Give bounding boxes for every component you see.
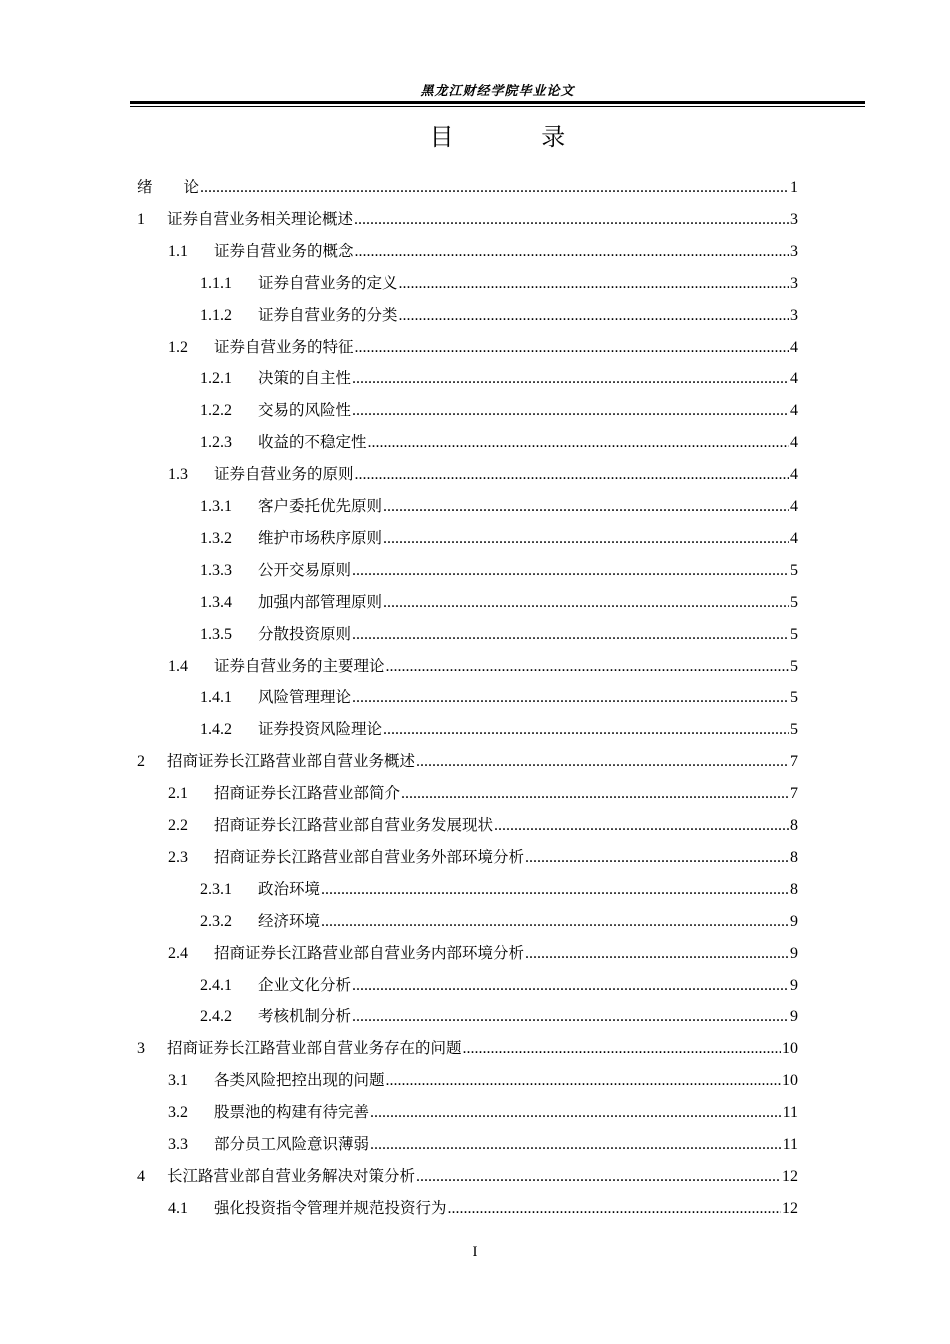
toc-entry-title: 招商证券长江路营业部自营业务概述 [167,752,416,771]
toc-entry-title: 决策的自主性 [258,369,352,388]
toc-entry-page: 5 [790,689,798,707]
toc-entry[interactable] [168,845,798,869]
toc-entry-title: 证券自营业务的主要理论 [214,656,385,675]
toc-entry-title: 收益的不稳定性 [258,433,367,452]
toc-entry-number: 1.2.2 [200,402,232,420]
toc-entry[interactable] [168,335,798,359]
toc-leader-dots [416,1165,781,1189]
toc-leader-dots [352,367,789,391]
toc-leader-dots [525,846,789,870]
toc-entry-page: 4 [790,338,798,356]
toc-entry-title: 招商证券长江路营业部自营业务发展现状 [214,816,494,834]
toc-entry-title: 分散投资原则 [258,624,352,643]
toc-entry-page: 5 [790,721,798,739]
toc-entry[interactable] [200,685,798,709]
toc-entry-page: 11 [782,1104,798,1122]
toc-entry-page: 4 [790,466,798,484]
toc-leader-dots [383,718,789,742]
toc-entry-title: 政治环境 [258,879,321,898]
toc-leader-dots [352,686,789,710]
toc-entry-number: 3.1 [168,1072,188,1090]
toc-leader-dots [383,591,789,615]
toc-entry-page: 9 [790,1008,798,1026]
toc-leader-dots [386,1069,781,1093]
toc-entry-number: 2.1 [168,785,188,803]
toc-entry-title: 各类风险把控出现的问题 [214,1071,385,1090]
toc-leader-dots [355,336,789,360]
toc-entry[interactable] [200,558,798,582]
toc-entry[interactable] [200,303,798,327]
toc-entry[interactable] [200,398,798,422]
toc-entry[interactable] [137,749,798,773]
toc-entry-title: 考核机制分析 [258,1007,352,1026]
toc-entry[interactable] [168,781,798,805]
toc-entry-title: 风险管理理论 [258,688,352,707]
toc-entry-number: 2 [137,753,145,771]
toc-entry[interactable] [200,526,798,550]
toc-leader-dots [352,399,789,423]
toc-entry-number: 1.4 [168,657,188,675]
toc-leader-dots [352,974,789,998]
toc-entry-title: 证券自营业务的概念 [214,241,354,260]
toc-entry-number: 3.2 [168,1104,188,1122]
toc-leader-dots [370,1101,782,1125]
toc-entry-number: 3.3 [168,1136,188,1153]
toc-entry-page: 3 [790,242,798,260]
toc-entry[interactable] [168,941,798,965]
toc-entry[interactable] [200,590,798,614]
toc-leader-dots [416,750,789,774]
toc-entry-number: 2.3.2 [200,912,232,930]
toc-entry-number: 4.1 [168,1199,188,1217]
toc-entry-number: 1.4.2 [200,721,232,739]
toc-entry-number: 2.3 [168,848,188,866]
toc-leader-dots [352,559,789,583]
toc-entry-page: 10 [782,1040,798,1058]
toc-leader-dots [368,431,789,455]
toc-entry-page: 7 [790,753,798,771]
toc-entry-page: 4 [790,402,798,420]
toc-entry[interactable] [168,239,798,263]
toc-entry-number: 1.3 [168,466,188,484]
toc-entry-title: 维护市场秩序原则 [258,528,383,547]
toc-entry-number: 1.2 [168,338,188,356]
toc-entry-title: 强化投资指令管理并规范投资行为 [214,1198,447,1217]
toc-entry-page: 9 [790,912,798,930]
toc-entry-page: 3 [790,306,798,324]
toc-leader-dots [383,527,789,551]
toc-entry-page: 3 [790,210,798,228]
toc-entry-number: 2.4.1 [200,976,232,994]
toc-entry-page: 12 [782,1167,798,1185]
toc-entry-title: 证券自营业务的分类 [258,305,398,324]
toc-entry-page: 3 [790,274,798,292]
toc-entry-title: 部分员工风险意识薄弱 [214,1135,370,1153]
toc-leader-dots [321,910,789,934]
toc-leader-dots [200,176,789,200]
toc-entry-title: 证券投资风险理论 [258,720,383,739]
toc-entry-page: 4 [790,434,798,452]
toc-entry[interactable] [200,909,798,933]
toc-entry-page: 5 [790,657,798,675]
toc-entry[interactable] [200,271,798,295]
toc-entry[interactable] [137,175,798,199]
toc-entry-title: 证券自营业务的定义 [258,273,398,292]
toc-entry-page: 4 [790,498,798,515]
toc-entry[interactable] [168,813,798,837]
toc-entry-page: 10 [782,1072,798,1090]
toc-entry-title: 招商证券长江路营业部自营业务外部环境分析 [214,847,525,866]
toc-entry-number: 2.3.1 [200,880,232,898]
toc-leader-dots [494,814,789,838]
toc-entry-page: 1 [790,179,798,196]
toc-entry-title: 绪 论 [137,178,200,196]
toc-entry-page: 8 [790,817,798,834]
toc-entry-title: 交易的风险性 [258,401,352,420]
toc-entry-title: 招商证券长江路营业部简介 [214,784,401,803]
toc-entry[interactable] [168,654,798,678]
toc-entry-number: 1.2.1 [200,370,232,388]
page-header: 黑龙江财经学院毕业论文 [420,84,575,99]
toc-entry-title: 加强内部管理原则 [258,592,383,611]
toc-entry[interactable] [200,973,798,997]
toc-leader-dots [383,495,789,519]
toc-entry[interactable] [168,1196,798,1220]
toc-entry[interactable] [137,1164,798,1188]
toc-entry-title: 经济环境 [258,911,321,930]
toc-entry[interactable] [200,622,798,646]
toc-entry-number: 1.3.1 [200,498,232,515]
toc-entry-number: 2.2 [168,817,188,834]
toc-entry-page: 8 [790,880,798,898]
toc-entry-number: 1.1 [168,242,188,260]
toc-entry-page: 7 [790,785,798,803]
toc-leader-dots [448,1197,781,1221]
toc-entry-page: 4 [790,529,798,547]
toc-leader-dots [370,1133,782,1157]
toc-entry[interactable] [168,1132,798,1156]
toc-entry-number: 1.3.3 [200,561,232,579]
toc-entry-page: 8 [790,848,798,866]
toc-entry-number: 1.4.1 [200,689,232,707]
toc-entry[interactable] [137,1036,798,1060]
toc-entry-title: 客户委托优先原则 [258,497,383,515]
toc-leader-dots [352,623,789,647]
toc-entry-number: 1.3.4 [200,593,232,611]
toc-entry[interactable] [200,1004,798,1028]
toc-entry-page: 5 [790,561,798,579]
toc-leader-dots [355,240,789,264]
toc-entry-number: 1.1.1 [200,274,232,292]
toc-entry-title: 长江路营业部自营业务解决对策分析 [167,1166,416,1185]
toc-entry[interactable] [200,366,798,390]
toc-leader-dots [463,1037,781,1061]
toc-entry-title: 公开交易原则 [258,560,352,579]
toc-entry-number: 1 [137,210,145,228]
toc-entry[interactable] [200,430,798,454]
toc-entry[interactable] [168,462,798,486]
toc-leader-dots [399,272,789,296]
toc-leader-dots [352,1005,789,1029]
toc-entry-page: 11 [782,1136,798,1153]
toc-entry[interactable] [168,1068,798,1092]
toc-leader-dots [386,655,789,679]
toc-leader-dots [525,942,789,966]
toc-entry[interactable] [200,877,798,901]
toc-entry-number: 3 [137,1040,145,1058]
toc-entry-page: 5 [790,593,798,611]
page-number: I [472,1244,478,1260]
toc-entry-title: 证券自营业务相关理论概述 [167,209,354,228]
toc-entry-number: 1.3.5 [200,625,232,643]
toc-entry-title: 证券自营业务的原则 [214,465,354,484]
toc-entry-page: 5 [790,625,798,643]
toc-leader-dots [355,463,789,487]
toc-entry-page: 12 [782,1199,798,1217]
toc-entry-page: 9 [790,944,798,962]
toc-entry-number: 1.2.3 [200,434,232,452]
toc-entry[interactable] [168,1100,798,1124]
toc-entry-number: 2.4 [168,944,188,962]
toc-entry-number: 2.4.2 [200,1008,232,1026]
toc-entry-title: 证券自营业务的特征 [214,337,354,356]
toc-entry-number: 4 [137,1167,145,1185]
toc-entry-title: 股票池的构建有待完善 [214,1103,370,1122]
toc-entry[interactable] [200,494,798,518]
toc-entry[interactable] [200,717,798,741]
toc-entry-title: 企业文化分析 [258,975,352,994]
toc-leader-dots [401,782,789,806]
toc-entry-page: 9 [790,976,798,994]
toc-leader-dots [321,878,789,902]
toc-entry-number: 1.3.2 [200,529,232,547]
toc-leader-dots [399,304,789,328]
toc-entry[interactable] [137,207,798,231]
toc-entry-title: 招商证券长江路营业部自营业务存在的问题 [167,1039,462,1058]
toc-entry-page: 4 [790,370,798,388]
toc-title: 目 录 [429,123,606,151]
toc-entry-number: 1.1.2 [200,306,232,324]
toc-leader-dots [354,208,789,232]
toc-entry-title: 招商证券长江路营业部自营业务内部环境分析 [214,943,525,962]
